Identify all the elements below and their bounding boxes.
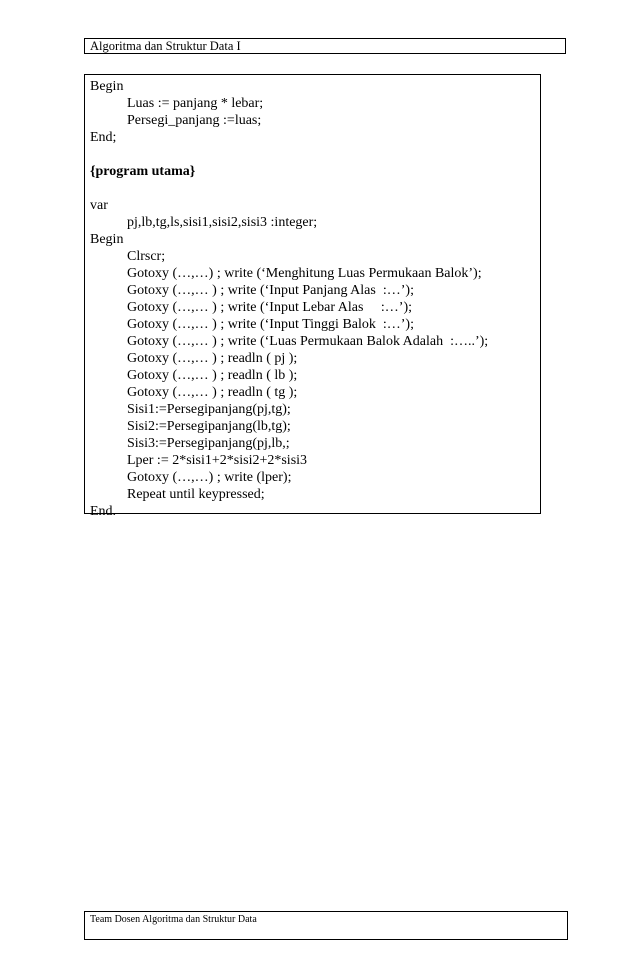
header-title: Algoritma dan Struktur Data I (90, 39, 241, 53)
code-line: Repeat until keypressed; (127, 487, 265, 502)
code-line: Begin (90, 79, 124, 94)
code-line: pj,lb,tg,ls,sisi1,sisi2,sisi3 :integer; (127, 215, 318, 230)
code-line (90, 146, 540, 163)
code-line: Gotoxy (…,… ) ; readln ( tg ); (127, 385, 298, 400)
code-line: Lper := 2*sisi1+2*sisi2+2*sisi3 (127, 453, 308, 468)
code-line: End; (90, 130, 117, 145)
code-line (90, 180, 540, 197)
code-line: Sisi3:=Persegipanjang(pj,lb,; (127, 436, 290, 451)
code-line: Gotoxy (…,… ) ; write (‘Input Panjang Alas :…’); (127, 283, 414, 298)
code-line: Begin (90, 232, 124, 247)
code-line: Gotoxy (…,…) ; write (lper); (127, 470, 292, 485)
code-listing (84, 74, 541, 519)
code-line: Gotoxy (…,… ) ; readln ( lb ); (127, 368, 298, 383)
page-footer (84, 911, 568, 940)
code-line: End. (90, 504, 117, 519)
code-line: Gotoxy (…,…) ; write (‘Menghitung Luas Permukaan Balok’); (127, 266, 482, 281)
code-line: var (90, 198, 108, 213)
code-line: Clrscr; (127, 249, 166, 264)
code-line: Gotoxy (…,… ) ; write (‘Luas Permukaan Balok Adalah :…..’); (127, 334, 489, 349)
footer-text: Team Dosen Algoritma dan Struktur Data (90, 914, 257, 925)
code-line: Persegi_panjang :=luas; (127, 113, 262, 128)
code-line: Luas := panjang * lebar; (127, 96, 264, 111)
code-line: Gotoxy (…,… ) ; write (‘Input Lebar Alas :…’); (127, 300, 412, 315)
code-line: Sisi2:=Persegipanjang(lb,tg); (127, 419, 291, 434)
page-header (84, 38, 566, 54)
code-line: Sisi1:=Persegipanjang(pj,tg); (127, 402, 291, 417)
code-line: Gotoxy (…,… ) ; readln ( pj ); (127, 351, 298, 366)
code-line: Gotoxy (…,… ) ; write (‘Input Tinggi Balok :…’); (127, 317, 414, 332)
code-line: {program utama} (90, 164, 196, 179)
